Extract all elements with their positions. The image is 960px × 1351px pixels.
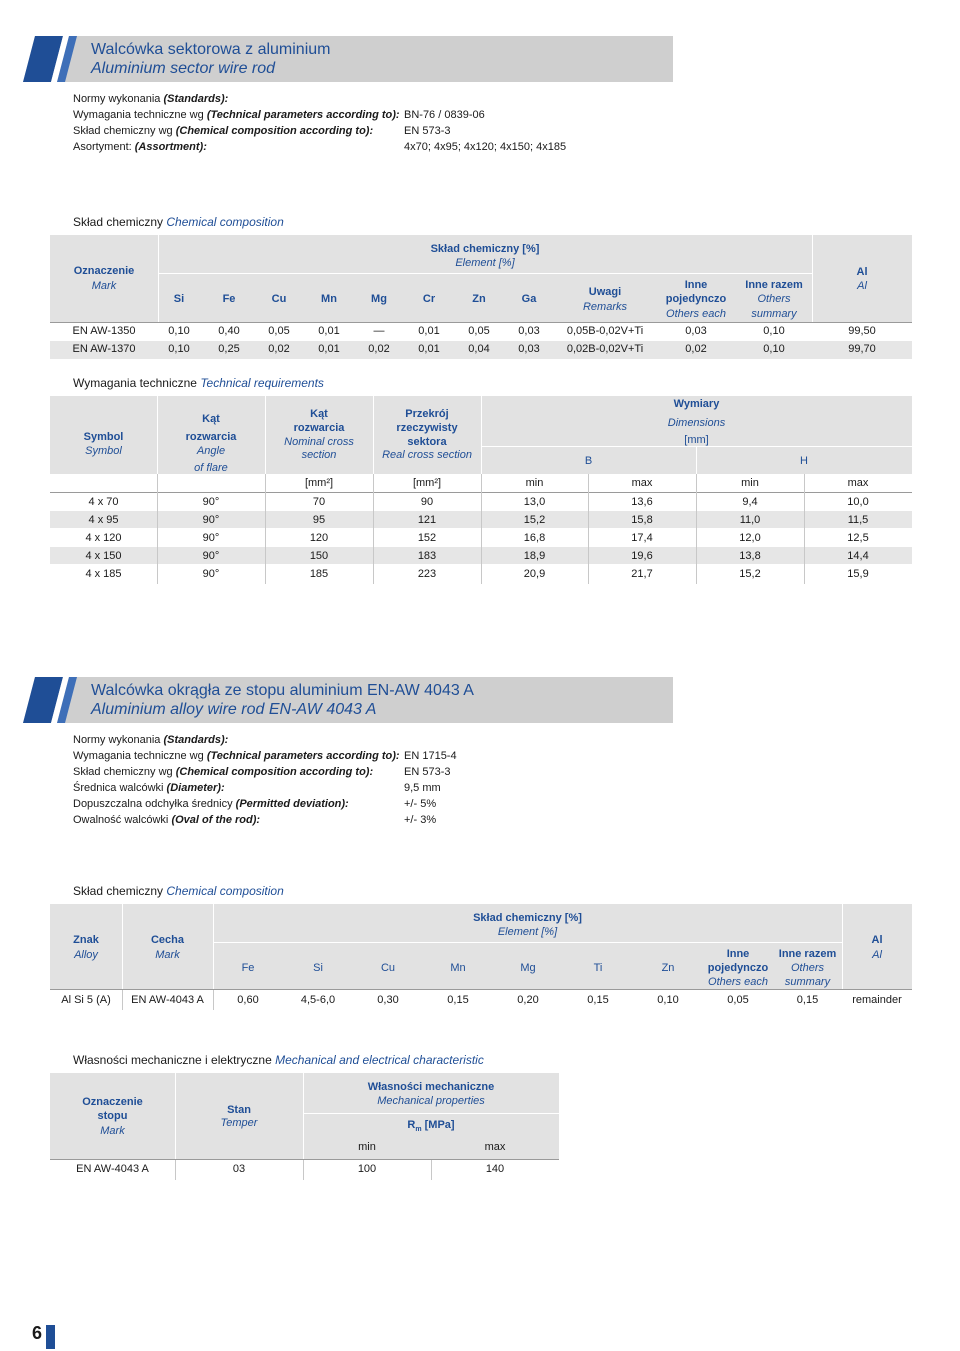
chem2-al-en: Al: [872, 949, 882, 961]
tech-cell-h-max: 10,0: [847, 496, 869, 508]
chem-label-en: (Chemical composition according to):: [175, 125, 374, 137]
tech-cell-h-max: 15,9: [847, 568, 869, 580]
chem1-r1-fe: 0,40: [218, 325, 240, 337]
tech-b-max: max: [631, 477, 653, 489]
chem2-others-each-en: Others each: [708, 976, 768, 988]
chem1-r1-ga: 0,03: [518, 325, 540, 337]
chem1-mark-en: Mark: [91, 280, 117, 292]
chem1-r1-remarks: 0,05B-0,02V+Ti: [566, 325, 644, 337]
s2-chem-value: EN 573-3: [404, 766, 451, 778]
chem1-group-pl: Skład chemiczny [%]: [430, 243, 540, 255]
mech-temper-pl: Stan: [227, 1104, 251, 1116]
chem2-r-mg: 0,20: [517, 994, 539, 1006]
tech-cell-b-max: 13,6: [631, 496, 653, 508]
tech-cell-h-max: 11,5: [847, 514, 869, 526]
mech-r-mark: EN AW-4043 A: [76, 1163, 149, 1175]
chem1-remarks-pl: Uwagi: [588, 286, 622, 298]
tech-cell-symbol: 4 x 150: [85, 550, 122, 562]
chem2-el-mn: Mn: [450, 962, 466, 974]
banner-stripes-icon: [5, 36, 85, 82]
tech-cell-angle: 90°: [202, 532, 220, 544]
tech-b-min: min: [525, 477, 544, 489]
chem1-r1-al: 99,50: [848, 325, 876, 337]
s2-tech-label: Wymagania techniczne wg: [73, 750, 204, 762]
chem1-el-ga: Ga: [521, 293, 537, 305]
chem2-r-fe: 0,60: [237, 994, 259, 1006]
chem2-others-sum-en1: Others: [790, 962, 824, 974]
tech-symbol-pl: Symbol: [83, 431, 124, 443]
tech-cell-symbol: 4 x 120: [85, 532, 122, 544]
chem1-r2-mn: 0,01: [318, 343, 340, 355]
tech-dims-en: Dimensions: [667, 417, 726, 429]
chem1-remarks-en: Remarks: [582, 301, 627, 313]
chem1-others-sum-en2: summary: [751, 308, 797, 320]
assort-value: 4x70; 4x95; 4x120; 4x150; 4x185: [404, 141, 567, 153]
chem1-r2-others-each: 0,02: [685, 343, 707, 355]
s2-chem-label-en: (Chemical composition according to):: [175, 766, 374, 778]
tech-cell-h-min: 13,8: [739, 550, 761, 562]
chem1-others-sum-en1: Others: [757, 293, 791, 305]
chem1-el-cr: Cr: [422, 293, 436, 305]
chem2-r-si: 4,5-6,0: [300, 994, 336, 1006]
chem1-r2-al: 99,70: [848, 343, 876, 355]
mech-max-label: max: [484, 1141, 506, 1153]
chem2-others-sum-pl: Inne razem: [778, 948, 837, 960]
chem2-others-sum-en2: summary: [784, 976, 831, 988]
section2-title-pl: Walcówka okrągła ze stopu aluminium EN-AW 4043 A: [91, 682, 474, 699]
s2-standards-label-en: (Standards):: [163, 734, 229, 746]
tech-label-en: (Technical parameters according to):: [206, 109, 400, 121]
chem2-group-pl: Skład chemiczny [%]: [473, 912, 582, 924]
chem2-r-zn: 0,10: [657, 994, 679, 1006]
chem1-r2-cu: 0,02: [268, 343, 290, 355]
s2-dev-value: +/- 5%: [404, 798, 437, 810]
mech-rm-unit: [MPa]: [424, 1119, 455, 1131]
chem-value: EN 573-3: [404, 125, 451, 137]
chem-section-heading: [73, 215, 284, 229]
tech-cell-b-min: 20,9: [523, 568, 546, 580]
chem1-el-zn: Zn: [472, 293, 486, 305]
chem2-r-mark: EN AW-4043 A: [131, 994, 204, 1006]
chem1-r1-cu: 0,05: [268, 325, 290, 337]
tech-cell-nominal: 70: [312, 496, 326, 508]
tech-dims-pl: Wymiary: [673, 398, 720, 410]
chem2-mark-pl: Cecha: [150, 934, 185, 946]
tech-cell-angle: 90°: [202, 496, 220, 508]
chem2-r-others-each: 0,05: [727, 994, 749, 1006]
chem1-r1-mg: —: [373, 325, 385, 337]
chem1-r1-cr: 0,01: [418, 325, 440, 337]
chem2-el-fe: Fe: [241, 962, 255, 974]
chem-table-2: [50, 904, 912, 1010]
chem1-el-si: Si: [173, 293, 185, 305]
tech-nominal-pl2: rozwarcia: [293, 422, 345, 434]
tech-cell-h-min: 15,2: [739, 568, 761, 580]
tech-real-pl2: rzeczywisty: [396, 422, 458, 434]
chem1-r2-zn: 0,04: [468, 343, 490, 355]
tech-table: [50, 396, 912, 584]
section2-title-en: Aluminium alloy wire rod EN-AW 4043 A: [91, 701, 377, 718]
chem1-mark-pl: Oznaczenie: [73, 265, 135, 277]
s2-dev-label-en: (Permitted deviation):: [235, 798, 349, 810]
tech-cell-symbol: 4 x 95: [88, 514, 119, 526]
chem2-el-ti: Ti: [593, 962, 603, 974]
s2-chem-section-heading: [73, 884, 284, 898]
chem2-r-others-sum: 0,15: [796, 994, 819, 1006]
tech-cell-symbol: 4 x 70: [88, 496, 119, 508]
tech-label: Wymagania techniczne wg: [73, 109, 204, 121]
s2-chem-label: Skład chemiczny wg: [73, 766, 173, 778]
chem1-el-cu: Cu: [271, 293, 287, 305]
tech-cell-angle: 90°: [202, 568, 220, 580]
tech-real-pl3: sektora: [407, 436, 447, 448]
chem2-mark-en: Mark: [155, 949, 180, 961]
s2-chem-heading-pl: Skład chemiczny: [73, 884, 164, 898]
s2-oval-value: +/- 3%: [404, 814, 437, 826]
tech-cell-real: 223: [417, 568, 437, 580]
tech-cell-b-min: 13,0: [523, 496, 546, 508]
tech-cell-real: 121: [417, 514, 437, 526]
chem1-r1-mark: EN AW-1350: [72, 325, 136, 337]
mech-rm-symbol: R: [407, 1119, 416, 1131]
tech-heading-en: Technical requirements: [200, 376, 324, 390]
chem2-r-alloy: Al Si 5 (A): [61, 994, 111, 1006]
chem1-r2-mark: EN AW-1370: [72, 343, 136, 355]
chem1-r2-cr: 0,01: [418, 343, 440, 355]
mech-props-en: Mechanical properties: [377, 1095, 485, 1107]
s2-dev-line: [73, 798, 349, 810]
s2-chem-line: [73, 766, 373, 778]
tech-cell-nominal: 95: [312, 514, 326, 526]
tech-angle-pl2: rozwarcia: [185, 431, 237, 443]
mech-min-label: min: [358, 1141, 376, 1153]
s2-diam-label-en: (Diameter):: [166, 782, 225, 794]
chem1-r2-fe: 0,25: [218, 343, 240, 355]
tech-nominal-en1: Nominal cross: [284, 436, 354, 448]
chem2-el-si: Si: [313, 962, 323, 974]
chem-label: Skład chemiczny wg: [73, 125, 173, 137]
mech-mark-en: Mark: [100, 1125, 125, 1137]
tech-b-label: B: [584, 455, 593, 467]
s2-dev-label: Dopuszczalna odchyłka średnicy: [73, 798, 233, 810]
s2-standards-label: Normy wykonania: [73, 734, 161, 746]
tech-cell-h-min: 12,0: [739, 532, 761, 544]
tech-cell-angle: 90°: [202, 514, 220, 526]
s2-diam-line: [73, 782, 225, 794]
chem1-el-mg: Mg: [371, 293, 387, 305]
standards-label-en: (Standards):: [163, 93, 229, 105]
chem2-r-al: remainder: [852, 994, 902, 1006]
section1-title-pl: Walcówka sektorowa z aluminium: [91, 41, 331, 58]
chem1-group-en: Element [%]: [455, 257, 515, 269]
tech-nominal-unit: [mm²]: [304, 477, 334, 489]
tech-cell-b-min: 16,8: [523, 532, 546, 544]
tech-cell-h-min: 11,0: [739, 514, 761, 526]
chem1-r1-mn: 0,01: [318, 325, 340, 337]
tech-cell-nominal: 120: [309, 532, 329, 544]
chem2-others-each-pl1: Inne: [726, 948, 750, 960]
tech-cell-h-min: 9,4: [742, 496, 758, 508]
section1-banner: [5, 36, 673, 82]
chem1-el-mn: Mn: [321, 293, 337, 305]
tech-angle-en1: Angle: [196, 445, 226, 457]
tech-cell-b-min: 18,9: [523, 550, 546, 562]
s2-standards-line: [73, 734, 228, 746]
chem-line: [73, 125, 373, 137]
assort-line: [73, 141, 207, 153]
chem2-al-pl: Al: [871, 934, 883, 946]
chem1-r1-si: 0,10: [168, 325, 190, 337]
mech-r-temper: 03: [232, 1163, 246, 1175]
tech-angle-pl1: Kąt: [202, 413, 220, 425]
chem1-r2-mg: 0,02: [368, 343, 390, 355]
tech-cell-b-max: 19,6: [631, 550, 653, 562]
mech-temper-en: Temper: [220, 1117, 258, 1129]
chem1-al-pl: Al: [856, 266, 868, 278]
chem1-r1-others-each: 0,03: [685, 325, 707, 337]
tech-cell-angle: 90°: [202, 550, 220, 562]
assort-label-en: (Assortment):: [134, 141, 207, 153]
mech-mark-pl1: Oznaczenie: [82, 1096, 143, 1108]
chem1-r2-ga: 0,03: [518, 343, 540, 355]
mech-rm-subscript: m: [415, 1126, 422, 1134]
chem-heading-pl: Skład chemiczny: [73, 215, 164, 229]
chem1-others-sum-pl: Inne razem: [745, 279, 803, 291]
chem1-r1-zn: 0,05: [468, 325, 490, 337]
tech-real-en: Real cross section: [382, 449, 472, 461]
chem1-al-en: Al: [857, 280, 867, 292]
tech-nominal-en2: section: [301, 449, 337, 461]
tech-angle-en2: of flare: [194, 462, 228, 474]
mech-mark-pl2: stopu: [97, 1110, 128, 1122]
s2-diam-value: 9,5 mm: [404, 782, 441, 794]
s2-tech-line: [73, 750, 400, 762]
s2-tech-value: EN 1715-4: [404, 750, 457, 762]
chem-heading-en: Chemical composition: [166, 215, 284, 229]
mech-r-min: 100: [357, 1163, 377, 1175]
tech-cell-b-max: 17,4: [631, 532, 653, 544]
page-number: 6: [32, 1323, 43, 1343]
mech-rm-label: [303, 1119, 559, 1133]
chem2-r-mn: 0,15: [447, 994, 469, 1006]
chem1-r2-others-sum: 0,10: [763, 343, 785, 355]
chem1-others-each-pl1: Inne: [684, 279, 708, 291]
banner-stripes-icon: [5, 677, 85, 723]
page-number-bar: [46, 1325, 55, 1349]
s2-oval-label-en: (Oval of the rod):: [171, 814, 261, 826]
tech-heading-pl: Wymagania techniczne: [73, 376, 197, 390]
chem2-alloy-pl: Znak: [73, 934, 99, 946]
s2-tech-label-en: (Technical parameters according to):: [206, 750, 400, 762]
tech-cell-nominal: 185: [309, 568, 329, 580]
mech-props-pl: Własności mechaniczne: [367, 1081, 495, 1093]
chem2-el-mg: Mg: [520, 962, 536, 974]
chem1-r2-si: 0,10: [168, 343, 190, 355]
chem1-others-each-en: Others each: [666, 308, 726, 320]
s2-oval-label: Owalność walcówki: [73, 814, 169, 826]
tech-real-unit: [mm²]: [412, 477, 442, 489]
chem2-group-en: Element [%]: [497, 926, 558, 938]
mech-table: [50, 1073, 559, 1180]
tech-cell-b-max: 21,7: [631, 568, 653, 580]
tech-line: [73, 109, 400, 121]
s2-oval-line: [73, 814, 260, 826]
mech-section-heading: [73, 1053, 484, 1067]
s2-chem-heading-en: Chemical composition: [166, 884, 284, 898]
tech-section-heading: [73, 376, 324, 390]
chem2-alloy-en: Alloy: [74, 949, 98, 961]
tech-h-min: min: [741, 477, 759, 489]
tech-cell-b-min: 15,2: [523, 514, 546, 526]
chem2-r-cu: 0,30: [377, 994, 399, 1006]
tech-dims-unit: [mm]: [684, 434, 709, 446]
mech-heading-pl: Własności mechaniczne i elektryczne: [73, 1053, 272, 1067]
standards-line: [73, 93, 228, 105]
mech-heading-en: Mechanical and electrical characteristic: [275, 1053, 484, 1067]
standards-label: Normy wykonania: [73, 93, 161, 105]
chem1-el-fe: Fe: [222, 293, 236, 305]
tech-h-max: max: [847, 477, 869, 489]
tech-symbol-en: Symbol: [85, 445, 122, 457]
tech-value: BN-76 / 0839-06: [404, 109, 485, 121]
tech-cell-b-max: 15,8: [631, 514, 653, 526]
tech-cell-real: 152: [417, 532, 437, 544]
mech-r-max: 140: [485, 1163, 505, 1175]
tech-h-label: H: [800, 455, 808, 467]
assort-label: Asortyment:: [73, 141, 132, 153]
section2-banner: [5, 677, 673, 723]
chem2-r-ti: 0,15: [587, 994, 609, 1006]
chem-table-1: [50, 235, 912, 359]
chem1-r2-remarks: 0,02B-0,02V+Ti: [566, 343, 644, 355]
section1-title-en: Aluminium sector wire rod: [91, 60, 276, 77]
chem2-el-cu: Cu: [380, 962, 396, 974]
tech-cell-symbol: 4 x 185: [85, 568, 122, 580]
tech-cell-h-max: 14,4: [847, 550, 869, 562]
chem2-others-each-pl2: pojedynczo: [707, 962, 769, 974]
s2-diam-label: Średnica walcówki: [73, 782, 164, 794]
chem2-el-zn: Zn: [661, 962, 675, 974]
chem1-r1-others-sum: 0,10: [763, 325, 785, 337]
tech-real-pl1: Przekrój: [405, 408, 449, 420]
tech-cell-h-max: 12,5: [847, 532, 869, 544]
tech-cell-real: 90: [420, 496, 434, 508]
tech-cell-real: 183: [417, 550, 437, 562]
tech-nominal-pl1: Kąt: [310, 408, 328, 420]
chem1-others-each-pl2: pojedynczo: [665, 293, 727, 305]
tech-cell-nominal: 150: [309, 550, 329, 562]
